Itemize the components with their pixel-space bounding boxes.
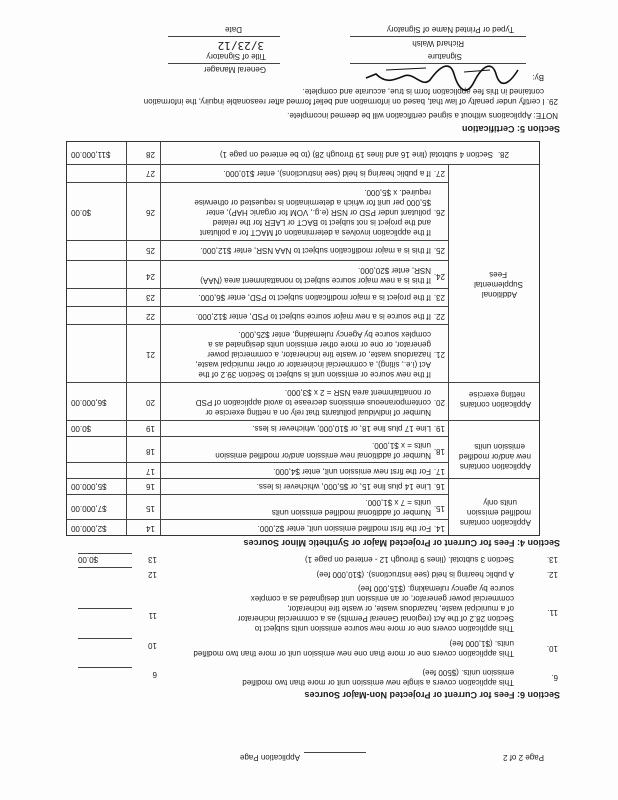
row-text: If the project is a major modification subject to PSD, enter $6,000. (198, 293, 431, 302)
row-number: 22. (433, 312, 445, 321)
row-line: 27 (146, 169, 155, 178)
signature-caption: Signature (427, 52, 462, 61)
item-text: Section 28.2 of the Act (regional General Permits) as a commercial incinerator (237, 614, 514, 623)
row-text: hazardous waste, or waste tire incinerator, a commercial power (207, 350, 431, 359)
row-line: 14 (146, 524, 155, 533)
section6-title: Section 6: Fees for Current or Projected Non-Major Sources (304, 690, 560, 700)
group-divider (67, 164, 539, 165)
row-text: If the application involves a determination of MACT for a pollutant (199, 228, 431, 237)
row-amount: $6,000.00 (71, 398, 107, 407)
row-amount: $2,000.00 (71, 524, 107, 533)
row-text: units = 7 x $1,000. (365, 498, 431, 507)
row-text: If a public hearing is held (see instructions), enter $10,000. (223, 169, 431, 178)
row-number: 23. (433, 293, 445, 302)
row-number: 21. (433, 350, 445, 359)
certification-text: 29. I certify under penalty of law that, based on information and belief formed after reasonable inquiry, the information (143, 97, 558, 106)
item-text: This application covers one or more new source emission units subject to (254, 624, 514, 633)
row-text: If this is a major modification subject to NAA NSR, enter $12,000. (200, 246, 431, 255)
row-divider (67, 324, 449, 325)
printed-name-value: Richard Walsh (412, 39, 464, 48)
row-text: Number of individual pollutants that rely on a netting exercise or (205, 408, 431, 417)
row-line: 21 (146, 350, 155, 359)
date-line (168, 36, 280, 37)
signature-line (350, 63, 526, 64)
line-number: 13 (148, 555, 157, 564)
section4-title: Section 4: Fees for Current or Projected Major or Synthetic Minor Sources (243, 538, 560, 548)
row-divider (67, 306, 449, 307)
row-amount: $0.00 (71, 424, 92, 433)
row-line: 23 (146, 293, 155, 302)
row-line: 22 (146, 312, 155, 321)
certification-text: contained in this fee application form is true, accurate and complete. (302, 87, 544, 96)
item-text: emission units. ($500 fee) (422, 668, 514, 677)
group-label: new and/or modified (458, 452, 531, 461)
row-divider (67, 494, 449, 495)
row-number: 16. (433, 482, 445, 491)
amount-column-divider (126, 142, 127, 535)
item-number: 13. (546, 555, 558, 564)
item-text: This application covers one or more than one new emission unit or more than two modified (193, 649, 514, 658)
by-label: By: (532, 73, 544, 82)
row-divider (67, 462, 449, 463)
row-amount: $5,000.00 (71, 482, 107, 491)
row-line: 26 (146, 208, 155, 217)
row-divider (67, 260, 449, 261)
line-column-divider (160, 142, 161, 535)
row-line: 24 (146, 272, 155, 281)
row-number: 14. (433, 524, 445, 533)
item-number: 6. (551, 673, 558, 682)
item-text: source by agency rulemaking. ($15,000 fee) (357, 584, 514, 593)
title-line (168, 63, 280, 64)
item-number: 11. (547, 608, 558, 617)
row-text: complex source by Agency rulemaking, enter $25,000. (238, 330, 431, 339)
group-label: emission units (474, 442, 525, 451)
row-text: Number of additional new emission and/or modified emission (215, 451, 431, 460)
row-line: 20 (146, 398, 155, 407)
amount-line (78, 567, 132, 568)
group-divider (67, 382, 539, 383)
amount-line (78, 667, 132, 668)
row-divider (67, 182, 449, 183)
row-text: pollutant under PSD or NSR (e.g., VOM for organic HAP), enter (206, 208, 431, 217)
row-line: 18 (146, 447, 155, 456)
application-page-label: Application Page (239, 753, 300, 762)
application-page-line (304, 752, 366, 753)
group-label: Supplemental (474, 280, 523, 289)
signature-mark (356, 62, 526, 92)
row-number: 27. (433, 169, 445, 178)
row-text: or nonattainment area NSR = 2 x $3,000. (284, 388, 431, 397)
row-divider (67, 436, 449, 437)
row-line: 17 (146, 467, 155, 476)
row-text: NSR, enter $20,000. (358, 266, 431, 275)
item-number: 10. (546, 644, 558, 653)
row-text: Line 17 plus line 18, or $10,000, whichever is less. (252, 424, 431, 433)
line-number: 12 (148, 570, 157, 579)
row-line: 25 (146, 246, 155, 255)
date-value: 3/23/12 (217, 39, 264, 52)
item-text: A public hearing is held (see instructions). ($10,000 fee) (316, 570, 514, 579)
line-number: 6 (152, 670, 157, 679)
printed-name-line (350, 36, 526, 37)
group-label: modified emission (466, 508, 531, 517)
row-number: 18. (433, 447, 445, 456)
group-label: Fees (489, 270, 507, 279)
row-text: For the first new emission unit, enter $4,000. (273, 467, 431, 476)
row-number: 15. (433, 504, 445, 513)
row-text: required. x $5,000. (364, 188, 431, 197)
row-text: $5,000 per unit for which a determination is requested or otherwise (194, 198, 431, 207)
row-text: If the source is a new major source subject to PSD, enter $12,000. (195, 312, 431, 321)
row-text: If this is a new major source subject to nonattainment area (NAA) (200, 276, 431, 285)
row-text: Number of additional modified emission units (271, 508, 431, 517)
line-number: 10 (148, 641, 157, 650)
group-label: Application contains (459, 518, 531, 527)
amount-value: $0.00 (78, 555, 99, 564)
section4-table (66, 141, 540, 536)
row-number: 19. (433, 424, 445, 433)
certification-note: NOTE: Applications without a signed certification will be deemed incomplete. (287, 111, 558, 120)
row-amount: $7,000.00 (71, 504, 107, 513)
row-text: and the project is not subject to BACT or LAER for the related (212, 218, 431, 227)
row-text: Section 4 subtotal (line 16 and lines 19 through 28) (to be entered on page 1) (219, 150, 493, 159)
amount-line (78, 638, 132, 639)
group-divider (67, 478, 539, 479)
row-divider (67, 240, 449, 241)
row-number: 17. (433, 467, 445, 476)
signatory-title-value: General Manager (203, 65, 266, 74)
group-column-divider (448, 165, 449, 535)
group-divider (67, 420, 539, 421)
row-line: 19 (146, 424, 155, 433)
item-text: commercial power generator, or an emission unit designated as a complex (250, 594, 514, 603)
row-amount: $11,000.00 (71, 150, 111, 159)
item-text: of a municipal waste, hazardous waste, or waste tire incinerator, (287, 604, 514, 613)
row-text: units = x $1,000. (372, 441, 431, 450)
title-caption: Title of Signatory (206, 52, 266, 61)
row-text: Act (i.e., siting), a commercial incinerator or other municipal waste, (195, 360, 431, 369)
row-text: For the first modified emission unit, enter $2,000. (257, 524, 431, 533)
group-label: netting exercise (468, 390, 525, 399)
group-label: Application contains (459, 462, 531, 471)
group-label: units only (483, 498, 517, 507)
line-number: 11 (148, 611, 157, 620)
row-number: 24. (433, 272, 445, 281)
row-amount: $0.00 (71, 208, 92, 217)
group-label: Application contains (459, 400, 531, 409)
item-number: 12. (546, 570, 558, 579)
row-text: contemporaneous emissions decrease to avoid application of PSD (195, 398, 431, 407)
row-line: 15 (146, 504, 155, 513)
item-text: Section 3 subtotal. (lines 9 through 12 - entered on page 1) (304, 555, 514, 564)
row-number: 25. (433, 246, 445, 255)
row-number: 20. (433, 398, 445, 407)
section5-title: Section 5: Certification (461, 124, 560, 134)
row-number: 26. (433, 208, 445, 217)
item-text: This application covers a single new emission unit or more than two modified (242, 678, 514, 687)
row-divider (67, 288, 449, 289)
group-label: Additional (481, 290, 517, 299)
row-divider (67, 519, 449, 520)
row-line: 16 (146, 482, 155, 491)
printed-name-caption: Typed or Printed Name of Signatory (386, 25, 514, 34)
row-line: 28 (146, 150, 155, 159)
amount-line (78, 608, 132, 609)
row-number: 28. (497, 150, 509, 159)
row-text: If the new source or emission unit is subject to Section 39.2 of the (198, 370, 431, 379)
amount-line (78, 553, 132, 554)
page-number: Page 2 of 2 (503, 753, 544, 762)
row-text: Line 14 plus line 15, or $5,000, whichever is less. (256, 482, 431, 491)
date-caption: Date (225, 25, 242, 34)
row-text: generator, or one or more other emission units designated as a (208, 340, 431, 349)
item-text: units. ($1,000 fee) (449, 639, 514, 648)
